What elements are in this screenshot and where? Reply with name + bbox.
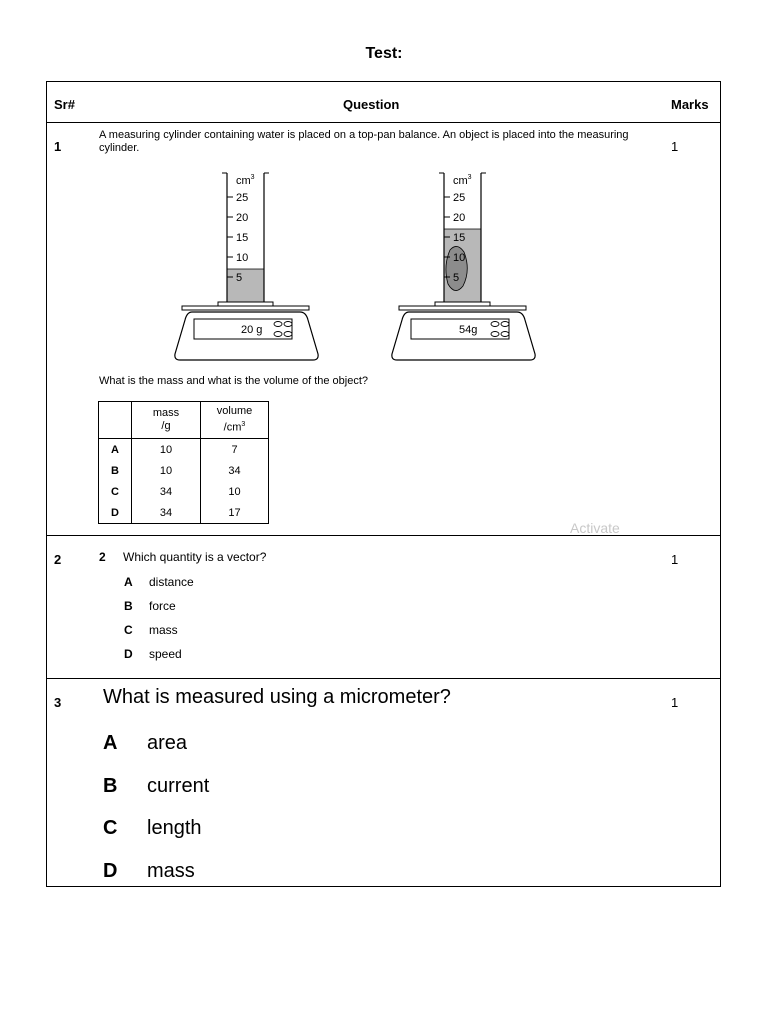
unit-label-2: $cm^3$ — [453, 174, 472, 187]
question-3-text: What is measured using a micrometer? — [103, 686, 451, 708]
scale-15: 15 — [453, 232, 466, 244]
scale-5: 5 — [236, 272, 243, 284]
question-1-ask: What is the mass and what is the volume of the object? — [99, 375, 369, 387]
question-2-inner-number: 2 — [99, 550, 106, 564]
row-3-number: 3 — [54, 695, 62, 710]
row-1-number: 1 — [54, 139, 62, 154]
question-1-text: A measuring cylinder containing water is placed on a top-pan balance. An object is placed into the measuring cylinder. — [99, 129, 629, 154]
header-volume: volume $/cm^3$ — [201, 402, 269, 439]
watermark-text: Activate — [570, 520, 620, 536]
balance-diagram — [170, 170, 550, 365]
row-2-marks: 1 — [671, 552, 679, 567]
answer-row: B 10 34 — [99, 460, 269, 481]
q2-option: C mass — [124, 623, 178, 637]
q3-option: A area — [103, 732, 188, 754]
balance-reading-2: 54g — [459, 324, 478, 336]
scale-5: 5 — [453, 272, 460, 284]
row-divider-2 — [46, 678, 721, 679]
scale-10: 10 — [453, 252, 466, 264]
cylinder-empty — [175, 173, 318, 360]
q3-option: C length — [103, 817, 202, 839]
scale-10: 10 — [236, 252, 249, 264]
question-2-text: Which quantity is a vector? — [123, 550, 267, 564]
unit-label-1: $cm^3$ — [236, 174, 255, 187]
q3-option: D mass — [103, 860, 195, 882]
answer-table — [98, 401, 269, 524]
balance-reading-1: 20 g — [241, 324, 263, 336]
header-sr: Sr# — [54, 97, 75, 112]
q2-option: A distance — [124, 575, 194, 589]
q3-option: B current — [103, 775, 210, 797]
scale-20: 20 — [453, 212, 466, 224]
header-marks: Marks — [671, 97, 709, 112]
water-level-icon — [227, 269, 264, 302]
cylinder-with-object — [392, 173, 535, 360]
answer-row: C 34 10 — [99, 481, 269, 502]
q2-option: B force — [124, 599, 176, 613]
scale-25: 25 — [453, 192, 466, 204]
answer-row: D 34 17 — [99, 502, 269, 524]
scale-20: 20 — [236, 212, 249, 224]
scale-15: 15 — [236, 232, 249, 244]
q2-option: D speed — [124, 647, 182, 661]
row-2-number: 2 — [54, 552, 62, 567]
answer-row: A 10 7 — [99, 439, 269, 461]
header-divider — [46, 122, 721, 123]
scale-25: 25 — [236, 192, 249, 204]
header-question: Question — [343, 97, 400, 112]
row-1-marks: 1 — [671, 139, 679, 154]
row-3-marks: 1 — [671, 695, 679, 710]
header-mass: mass /g — [132, 402, 201, 439]
page-title: Test: — [365, 45, 403, 62]
